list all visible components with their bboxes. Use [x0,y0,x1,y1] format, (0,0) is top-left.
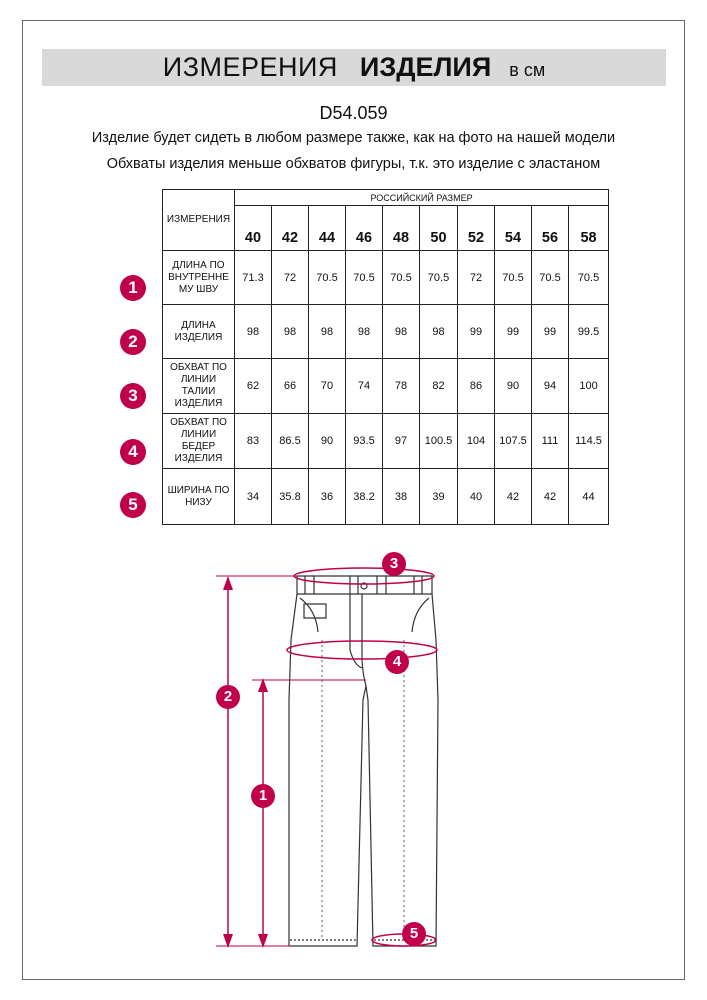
size-header: 48 [383,206,420,251]
table-cell: 42 [495,469,532,525]
table-cell: 42 [532,469,569,525]
row-label: ОБХВАТ ПО ЛИНИИ ТАЛИИ ИЗДЕЛИЯ [163,359,235,414]
table-cell: 70.5 [569,251,609,305]
table-cell: 36 [309,469,346,525]
size-header: 42 [272,206,309,251]
size-header: 50 [420,206,458,251]
table-cell: 38 [383,469,420,525]
table-cell: 98 [420,305,458,359]
row-number-badge: 5 [120,492,146,518]
corner-label: ИЗМЕРЕНИЯ [163,190,235,251]
table-cell: 98 [309,305,346,359]
table-cell: 86.5 [272,414,309,469]
waist-badge: 3 [382,552,406,576]
size-header: 52 [458,206,495,251]
row-label: ОБХВАТ ПО ЛИНИИ БЕДЕР ИЗДЕЛИЯ [163,414,235,469]
table-cell: 100 [569,359,609,414]
table-cell: 39 [420,469,458,525]
row-number-badge: 4 [120,439,146,465]
table-cell: 70 [309,359,346,414]
size-header: 54 [495,206,532,251]
table-cell: 72 [458,251,495,305]
table-cell: 35.8 [272,469,309,525]
table-cell: 114.5 [569,414,609,469]
size-header: 56 [532,206,569,251]
table-cell: 70.5 [420,251,458,305]
size-system-header: РОССИЙСКИЙ РАЗМЕР [235,190,609,206]
table-cell: 70.5 [495,251,532,305]
table-cell: 99 [458,305,495,359]
table-cell: 71.3 [235,251,272,305]
table-cell: 99.5 [569,305,609,359]
table-cell: 111 [532,414,569,469]
size-header: 46 [346,206,383,251]
table-cell: 98 [346,305,383,359]
size-header: 40 [235,206,272,251]
title-product: ИЗДЕЛИЯ [359,52,492,82]
row-number-badge: 3 [120,383,146,409]
table-cell: 90 [495,359,532,414]
table-cell: 38.2 [346,469,383,525]
table-cell: 94 [532,359,569,414]
elastane-note: Обхваты изделия меньше обхватов фигуры, т.к. это изделие с эластаном [106,156,601,172]
table-cell: 99 [532,305,569,359]
table-cell: 86 [458,359,495,414]
trousers-outline [289,576,438,946]
table-cell: 40 [458,469,495,525]
table-cell: 70.5 [383,251,420,305]
table-cell: 70.5 [309,251,346,305]
table-cell: 98 [383,305,420,359]
table-cell: 107.5 [495,414,532,469]
table-cell: 83 [235,414,272,469]
row-label: ДЛИНА ПО ВНУТРЕННЕ МУ ШВУ [163,251,235,305]
table-cell: 62 [235,359,272,414]
size-header: 44 [309,206,346,251]
inseam-badge: 1 [251,784,275,808]
length-badge: 2 [216,685,240,709]
row-label: ДЛИНА ИЗДЕЛИЯ [163,305,235,359]
table-cell: 100.5 [420,414,458,469]
row-label: ШИРИНА ПО НИЗУ [163,469,235,525]
row-number-badge: 1 [120,275,146,301]
table-cell: 34 [235,469,272,525]
table-cell: 90 [309,414,346,469]
table-cell: 70.5 [532,251,569,305]
row-number-badge: 2 [120,329,146,355]
hem-badge: 5 [402,922,426,946]
arrowheads [223,576,268,948]
table-cell: 70.5 [346,251,383,305]
table-cell: 99 [495,305,532,359]
fit-note: Изделие будет сидеть в любом размере также, как на фото на нашей модели [91,130,616,146]
article-code: D54.059 [319,103,388,123]
table-cell: 72 [272,251,309,305]
size-header: 58 [569,206,609,251]
table-cell: 93.5 [346,414,383,469]
table-cell: 104 [458,414,495,469]
table-cell: 74 [346,359,383,414]
table-cell: 78 [383,359,420,414]
table-cell: 98 [235,305,272,359]
table-cell: 98 [272,305,309,359]
table-cell: 82 [420,359,458,414]
title-measurements: ИЗМЕРЕНИЯ [162,52,338,82]
table-cell: 44 [569,469,609,525]
table-cell: 97 [383,414,420,469]
title-unit: в см [509,60,546,80]
hip-badge: 4 [385,650,409,674]
table-cell: 66 [272,359,309,414]
